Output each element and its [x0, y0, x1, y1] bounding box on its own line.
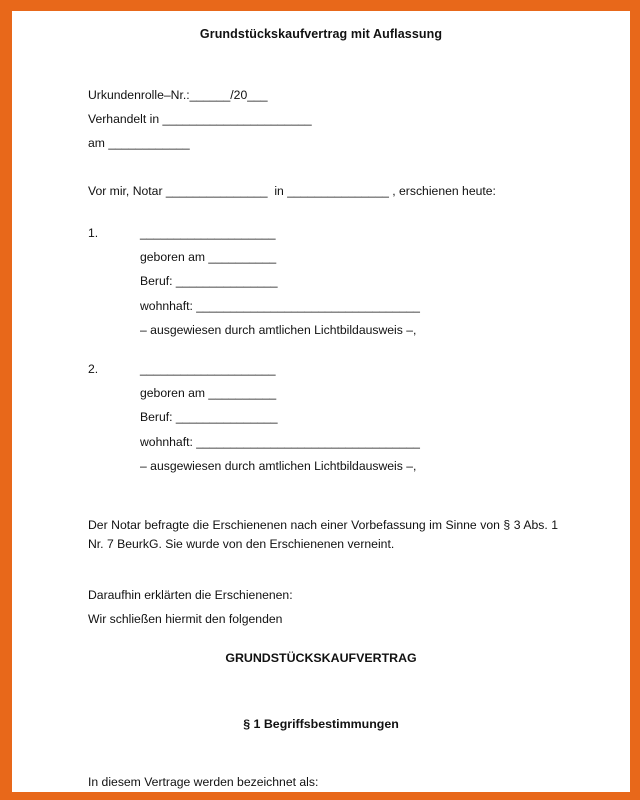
party-entry-2	[88, 363, 558, 472]
document-sheet	[12, 11, 630, 792]
page-border-bottom	[0, 792, 640, 800]
party-profession-line: Beruf: _______________	[140, 274, 278, 289]
party-name-line: ____________________	[140, 226, 276, 240]
party-number-1: 1.	[88, 226, 99, 240]
party-id-line: – ausgewiesen durch amtlichen Lichtbildausweis –,	[140, 322, 417, 337]
page-border-top	[0, 0, 640, 11]
party-body-1	[140, 227, 558, 336]
datum-line: am ____________	[88, 136, 190, 151]
party-entry-1	[88, 227, 558, 336]
daraufhin-line: Daraufhin erklärten die Erschienenen:	[88, 588, 293, 602]
party-address-line: wohnhaft: _________________________________	[140, 434, 420, 449]
party-number-2: 2.	[88, 362, 99, 376]
wir-schliessen-line: Wir schließen hiermit den folgenden	[88, 612, 283, 627]
page-border-left	[0, 0, 12, 800]
party-body-2	[140, 363, 558, 472]
party-name-line: ____________________	[140, 362, 276, 376]
notar-vorbefassung-paragraph	[88, 516, 558, 554]
vor-mir-notar-line: Vor mir, Notar _______________ in _______________ , erschienen heute:	[88, 184, 496, 198]
daraufhin-block	[88, 589, 558, 637]
page-border-right	[630, 0, 640, 800]
urkundenrolle-line: Urkundenrolle–Nr.:______/20___	[88, 88, 268, 102]
vor-mir-notar-block	[88, 185, 558, 197]
page-title: Grundstückskaufvertrag mit Auflassung	[199, 27, 443, 41]
section-heading-1: § 1 Begriffsbestimmungen	[243, 717, 399, 731]
notar-vorbefassung-text: Der Notar befragte die Erschienenen nach einer Vorbefassung im Sinne von § 3 Abs. 1 Nr. 7 BeurkG. Sie wurde von den Erschienenen verneint.	[88, 518, 558, 551]
party-id-line: – ausgewiesen durch amtlichen Lichtbildausweis –,	[140, 458, 417, 473]
verhandelt-in-line: Verhandelt in ______________________	[88, 112, 312, 127]
contract-heading: GRUNDSTÜCKSKAUFVERTRAG	[225, 651, 417, 665]
party-profession-line: Beruf: _______________	[140, 410, 278, 425]
party-birthdate-line: geboren am __________	[140, 386, 277, 401]
party-birthdate-line: geboren am __________	[140, 250, 277, 265]
urkundenrolle-block	[88, 89, 558, 162]
party-address-line: wohnhaft: _________________________________	[140, 298, 420, 313]
watermark-mark	[46, 753, 86, 763]
closing-line: In diesem Vertrage werden bezeichnet als:	[88, 775, 319, 789]
closing-paragraph	[88, 776, 558, 788]
